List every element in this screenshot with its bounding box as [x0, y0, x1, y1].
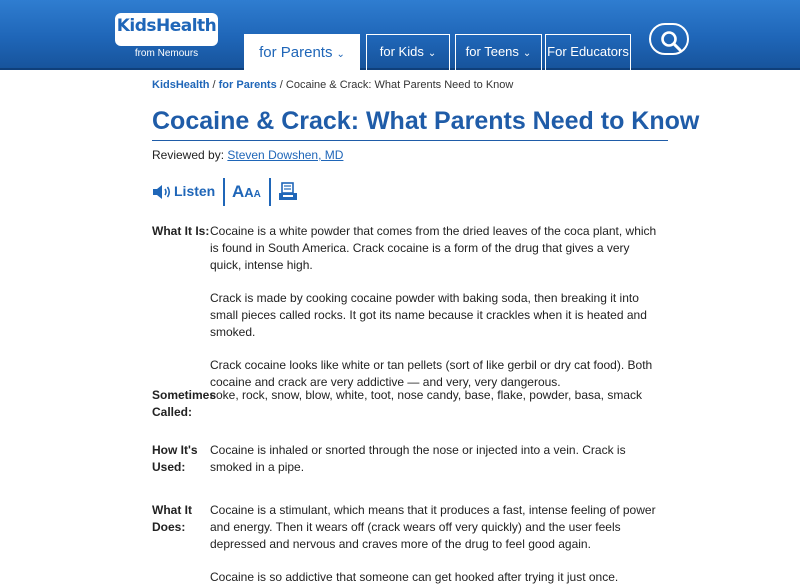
fact-paragraph: Cocaine is a stimulant, which means that it produces a fast, intense feeling of power and energy. Then it wears off (crack wears off very quickly) and the user feels depressed and nervous and craves more of the drug to feel good again.: [210, 503, 656, 551]
chevron-down-icon: ⌄: [336, 49, 345, 60]
fact-body: [210, 387, 662, 420]
search-button[interactable]: [649, 23, 689, 55]
logo-subtitle: from Nemours: [134, 48, 199, 59]
text-size-medium: A: [244, 185, 254, 200]
tab-label: for Kids: [379, 44, 424, 59]
fact-paragraph: Cocaine is inhaled or snorted through the nose or injected into a vein. Crack is smoked in a pipe.: [210, 443, 626, 474]
breadcrumb-separator: /: [209, 79, 219, 91]
text-size-button[interactable]: [232, 182, 261, 202]
tool-divider: [223, 178, 225, 206]
print-button[interactable]: [278, 182, 298, 207]
fact-paragraph: Cocaine is a white powder that comes from the dried leaves of the coca plant, which is found in South America. Crack cocaine is a form of the drug that gives a very quick, intense high.: [210, 224, 657, 272]
fact-paragraph: Crack is made by cooking cocaine powder with baking soda, then breaking it into small pieces called rocks. It got its name because it crackles when it is heated and smoked.: [210, 291, 647, 339]
fact-body: [210, 223, 662, 407]
fact-label: How It's Used:: [152, 443, 198, 474]
tab-label: For Educators: [547, 44, 629, 59]
fact-sometimes-called: [152, 387, 662, 427]
breadcrumb: [152, 79, 513, 91]
fact-how-its-used: [152, 442, 662, 482]
fact-body: [210, 442, 662, 492]
fact-label: What It Does:: [152, 503, 192, 534]
page-title: Cocaine & Crack: What Parents Need to Know: [152, 107, 668, 141]
tab-for-educators[interactable]: [545, 34, 631, 70]
text-size-small: A: [253, 189, 261, 200]
breadcrumb-current: Cocaine & Crack: What Parents Need to Know: [285, 79, 514, 91]
logo-text: KidsHealth: [116, 16, 217, 36]
site-header: [0, 0, 800, 70]
tab-label: for Parents: [259, 44, 333, 61]
fact-label: What It Is:: [152, 224, 210, 238]
reviewed-by-label: Reviewed by:: [152, 148, 228, 162]
fact-paragraph: coke, rock, snow, blow, white, toot, nose candy, base, flake, powder, basa, smack: [210, 388, 643, 402]
speaker-icon: [152, 184, 172, 200]
chevron-down-icon: ⌄: [522, 48, 532, 59]
search-icon: [660, 30, 682, 52]
fact-what-it-does: [152, 502, 662, 588]
fact-label: Sometimes Called:: [152, 388, 217, 419]
listen-button[interactable]: [152, 182, 218, 202]
fact-what-it-is: [152, 223, 662, 389]
reviewer-link[interactable]: Steven Dowshen, MD: [227, 148, 344, 162]
chevron-down-icon: ⌄: [427, 48, 437, 59]
tab-label: for Teens: [465, 44, 519, 59]
tab-for-kids[interactable]: [366, 34, 450, 70]
tab-for-teens[interactable]: [455, 34, 542, 70]
tab-for-parents[interactable]: [244, 34, 360, 72]
text-size-large: A: [232, 182, 245, 201]
tool-divider: [269, 178, 271, 206]
listen-label: Listen: [174, 183, 216, 199]
breadcrumb-section-link[interactable]: for Parents: [218, 79, 277, 91]
kidshealth-logo[interactable]: [115, 13, 218, 61]
fact-body: [210, 502, 662, 588]
breadcrumb-separator: /: [276, 79, 286, 91]
print-icon: [278, 182, 298, 202]
breadcrumb-home-link[interactable]: KidsHealth: [152, 79, 210, 91]
fact-paragraph: Crack cocaine looks like white or tan pellets (sort of like gerbil or dry cat food). Both cocaine and crack are very addictive — and very, very dangerous.: [210, 358, 653, 389]
fact-paragraph: Cocaine is so addictive that someone can get hooked after trying it just once.: [210, 570, 619, 584]
reviewed-by: [152, 148, 343, 162]
